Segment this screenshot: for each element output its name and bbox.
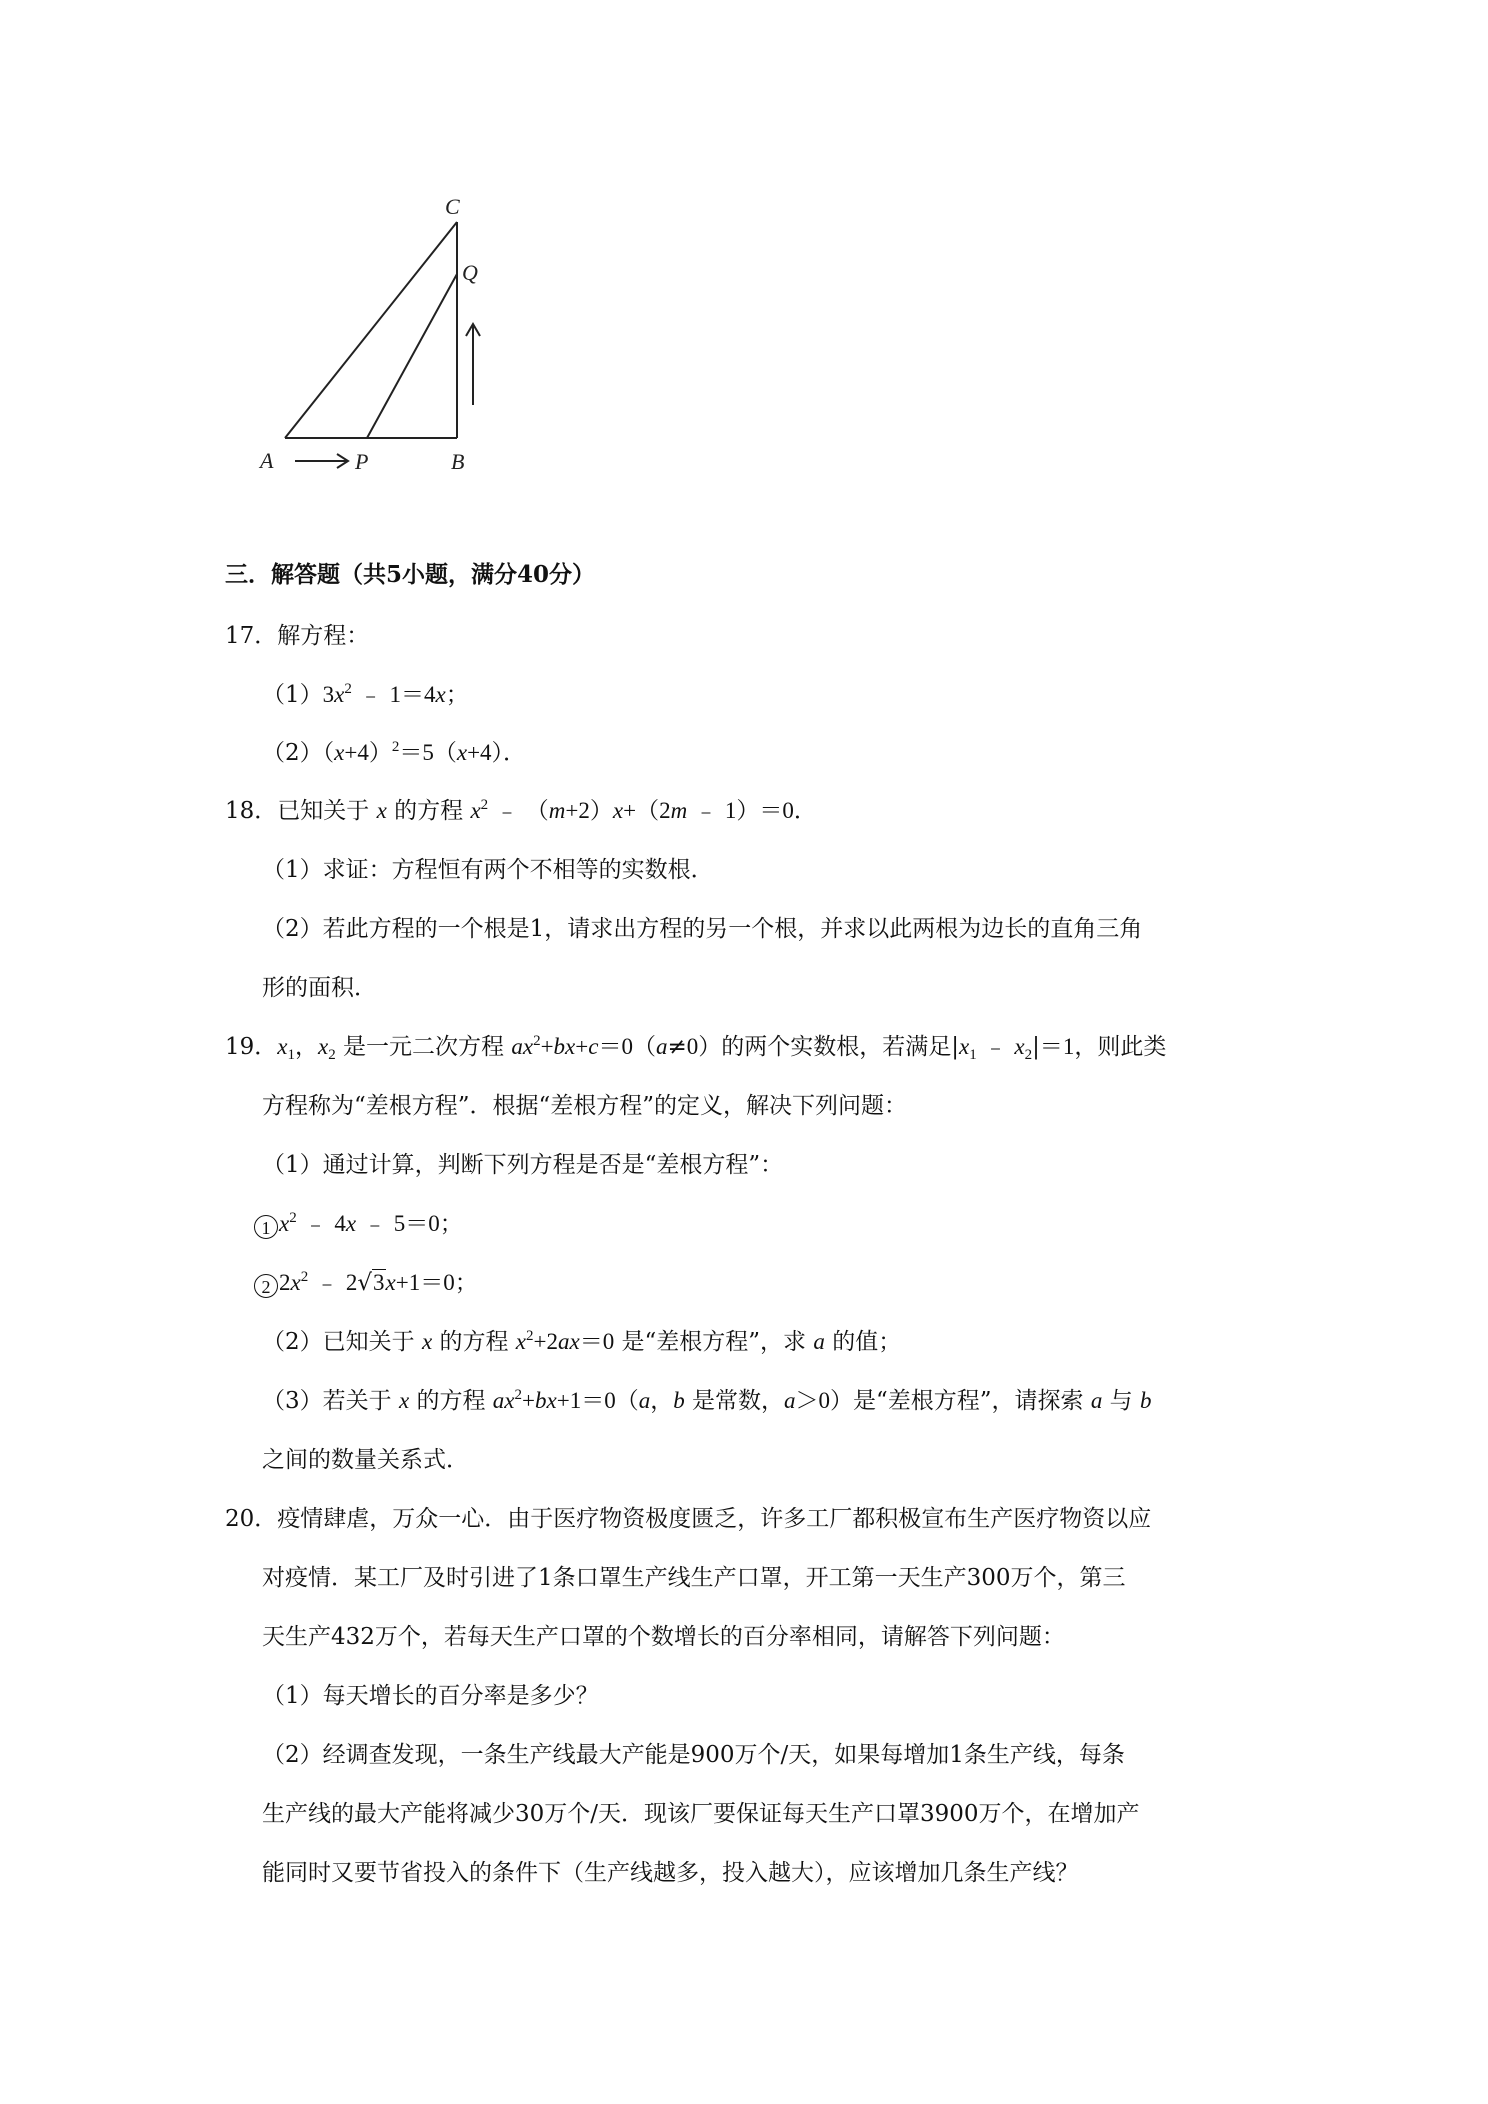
section-heading: 三．解答题（共5小题，满分40分） — [225, 561, 596, 588]
q19-part2-text-d: 的值； — [832, 1329, 902, 1355]
q19-item2 — [254, 1268, 478, 1298]
q19-number: 19． — [225, 1034, 278, 1060]
q17-text: 解方程： — [277, 623, 370, 649]
q19-item1 — [254, 1209, 463, 1239]
label-p: P — [355, 449, 369, 474]
q19-stem-line1 — [225, 1032, 1166, 1062]
q20-part2-line1: （2）经调查发现，一条生产线最大产能是900万个/天，如果每增加1条生产线，每条 — [262, 1742, 1125, 1768]
q19-part3-text-b: 的方程 — [416, 1388, 486, 1414]
q17-number: 17． — [225, 623, 278, 649]
q17-part1-label: （1） — [262, 682, 323, 708]
q18-stem: 18．已知关于 x 的方程 $x^2$ ﹣ （m+2）x+（2m ﹣ 1）＝0． — [225, 797, 817, 824]
q18-part1: （1）求证：方程恒有两个不相等的实数根． — [262, 857, 714, 883]
q19-part3-text-d: 与 — [1109, 1388, 1133, 1414]
triangle-abc — [285, 222, 457, 438]
arrow-right-icon — [295, 454, 348, 468]
q17-part1-equation: $3x^2$ ﹣ 1＝4x； — [322, 681, 469, 708]
q19-part3-text-c: 是“差根方程”，请探索 — [853, 1388, 1084, 1414]
q20-stem-line1 — [225, 1504, 1151, 1534]
q20-part1: （1）每天增长的百分率是多少？ — [262, 1683, 599, 1709]
circled-number-1: 1 — [254, 1215, 278, 1239]
q20-number: 20． — [225, 1506, 278, 1532]
q17-part2-equation: $(x+4)^2=5(x+4)$． — [322, 739, 527, 766]
q17-stem — [225, 621, 369, 651]
q19-part2-text-b: 的方程 — [439, 1329, 509, 1355]
label-a: A — [260, 448, 274, 473]
arrow-up-icon — [466, 324, 480, 405]
q20-stem-line2: 对疫情．某工厂及时引进了1条口罩生产线生产口罩，开工第一天生产300万个，第三 — [262, 1565, 1126, 1591]
q19-part3-line2: 之间的数量关系式． — [262, 1447, 469, 1473]
q19-stem-line2: 方程称为“差根方程”．根据“差根方程”的定义，解决下列问题： — [262, 1093, 908, 1119]
q19-part2-text-a: （2）已知关于 — [262, 1329, 415, 1355]
triangle-figure — [255, 190, 495, 480]
q18-number: 18． — [225, 798, 278, 824]
q20-stem-line3: 天生产432万个，若每天生产口罩的个数增长的百分率相同，请解答下列问题： — [262, 1624, 1065, 1650]
q19-equation: $ax^2+bx+c=0(a\ne 0)$ — [511, 1033, 722, 1060]
q19-part1: （1）通过计算，判断下列方程是否是“差根方程”： — [262, 1152, 784, 1178]
q19-item1-equation: $x^2$ ﹣ 4x ﹣ 5＝0； — [279, 1210, 463, 1237]
q19-part3-line1: （3）若关于 x 的方程 $ax^2+bx+1=0(a$，b 是常数，a＞0）是“差根方程”，请探索 a 与 b — [262, 1387, 1152, 1414]
q19-part2-equation: $x^2+2ax=0$ — [515, 1328, 615, 1355]
q19-text-1: 是一元二次方程 — [343, 1034, 505, 1060]
q17-part1 — [262, 680, 469, 710]
q18-text-b: 的方程 — [394, 798, 464, 824]
segment-pq — [367, 274, 457, 438]
q19-part2: （2）已知关于 x 的方程 $x^2+2ax=0$ 是“差根方程”，求 a 的值； — [262, 1328, 902, 1355]
q19-text-2: 的两个实数根，若满足 — [721, 1034, 952, 1060]
q17-part2 — [262, 738, 526, 768]
q19-roots: $x_1$，$x_2$ — [277, 1034, 336, 1063]
q20-part2-line2: 生产线的最大产能将减少30万个/天．现该厂要保证每天生产口罩3900万个，在增加产 — [262, 1801, 1140, 1827]
q18-part2-line1: （2）若此方程的一个根是1，请求出方程的另一个根，并求以此两根为边长的直角三角 — [262, 916, 1143, 942]
q19-condition: $|x_1$ ﹣ $x_2|=1$ — [951, 1034, 1075, 1063]
q19-text-3: ，则此类 — [1074, 1034, 1167, 1060]
q20-part2-line3: 能同时又要节省投入的条件下（生产线越多，投入越大），应该增加几条生产线？ — [262, 1860, 1079, 1886]
label-b: B — [451, 449, 465, 474]
q19-item2-equation: $2x^2$ ﹣ 2√3x+1＝0； — [279, 1269, 478, 1296]
q20-text-line1: 疫情肆虐，万众一心．由于医疗物资极度匮乏，许多工厂都积极宣布生产医疗物资以应 — [277, 1506, 1152, 1532]
q19-part2-text-c: 是“差根方程”，求 — [621, 1329, 807, 1355]
label-q: Q — [462, 260, 478, 285]
label-c: C — [445, 194, 460, 219]
side-ac — [285, 222, 457, 438]
q19-part3-text-a: （3）若关于 — [262, 1388, 392, 1414]
q17-part2-label: （2） — [262, 740, 323, 766]
circled-number-2: 2 — [254, 1274, 278, 1298]
q18-part2-line2: 形的面积． — [262, 975, 377, 1001]
q18-text-a: 已知关于 — [277, 798, 370, 824]
q19-part3-equation: $ax^2+bx+1=0(a$，b 是常数，a＞0） — [492, 1387, 854, 1414]
q18-equation: $x^2$ ﹣ （m+2）x+（2m ﹣ 1）＝0． — [470, 797, 817, 824]
